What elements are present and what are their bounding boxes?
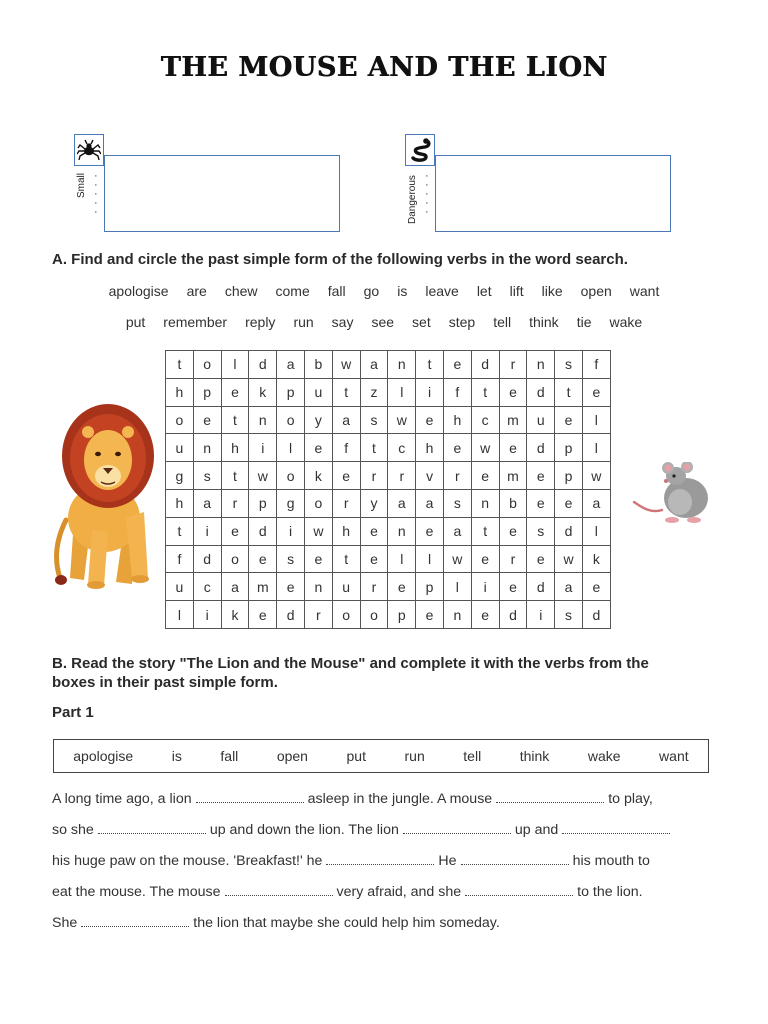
word-search-letter-cell[interactable]: s	[360, 406, 388, 434]
word-search-letter-cell[interactable]: f	[166, 545, 194, 573]
story-text-fragment: the lion that maybe she could help him someday.	[193, 915, 500, 931]
word-search-letter-cell[interactable]: t	[360, 434, 388, 462]
word-search-letter-cell[interactable]: t	[332, 378, 360, 406]
word-search-letter-cell[interactable]: e	[471, 545, 499, 573]
story-line-4	[52, 877, 712, 908]
word-search-letter-cell[interactable]: r	[332, 489, 360, 517]
verb-a-row1-5: go	[363, 283, 380, 299]
box-verb-3: open	[276, 748, 308, 764]
word-search-letter-cell[interactable]: e	[527, 489, 555, 517]
word-search-letter-cell[interactable]: p	[249, 489, 277, 517]
word-search-letter-cell[interactable]: a	[360, 351, 388, 379]
verb-a-row1-12: want	[629, 283, 660, 299]
section-a-heading: A. Find and circle the past simple form of the following verbs in the word search.	[52, 251, 628, 268]
box-verb-1: is	[171, 748, 182, 764]
snake-icon	[405, 134, 435, 166]
word-search-row	[166, 406, 611, 434]
section-b-heading-line-1: B. Read the story "The Lion and the Mouse" and complete it with the verbs from the	[52, 655, 649, 672]
answer-blank-9[interactable]	[465, 883, 573, 896]
word-search-letter-cell[interactable]: d	[527, 378, 555, 406]
box-verb-7: think	[519, 748, 550, 764]
word-search-letter-cell[interactable]: b	[304, 351, 332, 379]
word-search-letter-cell[interactable]: e	[443, 434, 471, 462]
word-search-letter-cell[interactable]: h	[416, 434, 444, 462]
word-search-letter-cell[interactable]: a	[582, 489, 610, 517]
verb-a-row2-0: put	[125, 314, 146, 330]
word-search-letter-cell[interactable]: i	[249, 434, 277, 462]
word-search-letter-cell[interactable]: t	[221, 462, 249, 490]
word-search-letter-cell[interactable]: e	[582, 573, 610, 601]
word-search-letter-cell[interactable]: o	[277, 462, 305, 490]
word-search-letter-cell[interactable]: r	[499, 351, 527, 379]
word-search-letter-cell[interactable]: e	[221, 517, 249, 545]
word-search-letter-cell[interactable]: n	[471, 489, 499, 517]
verb-a-row2-1: remember	[163, 314, 228, 330]
story-line-5	[52, 908, 712, 939]
verb-a-row2-6: set	[412, 314, 431, 330]
word-search-letter-cell[interactable]: o	[193, 351, 221, 379]
word-search-letter-cell[interactable]: r	[360, 573, 388, 601]
word-search-letter-cell[interactable]: e	[360, 545, 388, 573]
word-search-letter-cell[interactable]: t	[471, 378, 499, 406]
story-text	[52, 784, 712, 939]
word-search-letter-cell[interactable]: w	[582, 462, 610, 490]
word-search-letter-cell[interactable]: d	[527, 573, 555, 601]
answer-blank-5[interactable]	[562, 821, 670, 834]
word-search-letter-cell[interactable]: e	[332, 462, 360, 490]
dangerous-answer-area[interactable]	[435, 155, 671, 232]
answer-blank-7[interactable]	[461, 852, 569, 865]
word-search-row	[166, 545, 611, 573]
answer-blank-10[interactable]	[81, 914, 189, 927]
word-search-letter-cell[interactable]: u	[166, 573, 194, 601]
word-search-letter-cell[interactable]: d	[499, 601, 527, 629]
verb-a-row2-9: think	[529, 314, 559, 330]
story-text-fragment: so she	[52, 822, 94, 838]
word-search-letter-cell[interactable]: o	[277, 406, 305, 434]
word-search-letter-cell[interactable]: a	[221, 573, 249, 601]
verb-a-row1-9: lift	[509, 283, 524, 299]
small-dots: · · · · ·	[94, 170, 98, 218]
mouse-illustration	[632, 462, 714, 531]
word-search-letter-cell[interactable]: a	[388, 489, 416, 517]
word-search-letter-cell[interactable]: w	[443, 545, 471, 573]
word-search-row	[166, 489, 611, 517]
lion-illustration	[52, 400, 158, 595]
word-search-letter-cell[interactable]: m	[499, 462, 527, 490]
word-search-letter-cell[interactable]: k	[304, 462, 332, 490]
story-text-fragment: up and down the lion. The lion	[209, 822, 399, 838]
word-search-letter-cell[interactable]: n	[388, 351, 416, 379]
word-search-letter-cell[interactable]: h	[221, 434, 249, 462]
word-search-letter-cell[interactable]: g	[277, 489, 305, 517]
word-search-letter-cell[interactable]: n	[193, 434, 221, 462]
word-search-letter-cell[interactable]: d	[277, 601, 305, 629]
word-search-letter-cell[interactable]: s	[277, 545, 305, 573]
word-search-letter-cell[interactable]: n	[249, 406, 277, 434]
story-text-fragment: He	[438, 853, 457, 869]
word-search-letter-cell[interactable]: e	[555, 489, 583, 517]
answer-blank-6[interactable]	[326, 852, 434, 865]
answer-blank-2[interactable]	[496, 790, 604, 803]
verb-a-row1-11: open	[580, 283, 612, 299]
story-text-fragment: his huge paw on the mouse. 'Breakfast!' he	[52, 853, 323, 869]
word-search-letter-cell[interactable]: r	[221, 489, 249, 517]
word-search-letter-cell[interactable]: n	[304, 573, 332, 601]
section-b-heading-line-2: boxes in their past simple form.	[52, 674, 278, 691]
word-search-letter-cell[interactable]: t	[332, 545, 360, 573]
word-search-letter-cell[interactable]: f	[582, 351, 610, 379]
small-answer-area[interactable]	[104, 155, 340, 232]
verb-a-row2-10: tie	[576, 314, 592, 330]
word-search-letter-cell[interactable]: c	[471, 406, 499, 434]
box-verb-9: want	[659, 748, 689, 764]
word-search-letter-cell[interactable]: e	[221, 378, 249, 406]
word-search-letter-cell[interactable]: p	[416, 573, 444, 601]
word-search-letter-cell[interactable]: w	[304, 517, 332, 545]
word-search-letter-cell[interactable]: r	[304, 601, 332, 629]
word-search-letter-cell[interactable]: a	[416, 489, 444, 517]
word-search-letter-cell[interactable]: n	[443, 601, 471, 629]
word-search-letter-cell[interactable]: e	[249, 545, 277, 573]
verb-a-row1-6: is	[397, 283, 408, 299]
word-search-letter-cell[interactable]: h	[443, 406, 471, 434]
word-search-letter-cell[interactable]: m	[499, 406, 527, 434]
word-search-row	[166, 517, 611, 545]
answer-blank-8[interactable]	[225, 883, 333, 896]
verb-a-row1-2: chew	[224, 283, 258, 299]
word-search-letter-cell[interactable]: l	[443, 573, 471, 601]
box-verb-5: run	[404, 748, 425, 764]
word-search-letter-cell[interactable]: t	[416, 351, 444, 379]
verb-a-row2-5: see	[371, 314, 395, 330]
word-search-letter-cell[interactable]: f	[443, 378, 471, 406]
word-search-letter-cell[interactable]: e	[304, 434, 332, 462]
word-search-letter-cell[interactable]: o	[304, 489, 332, 517]
word-search-letter-cell[interactable]: l	[416, 545, 444, 573]
dangerous-label: Dangerous	[407, 175, 418, 224]
story-line-1	[52, 784, 712, 815]
word-search-letter-cell[interactable]: e	[443, 351, 471, 379]
story-line-3	[52, 846, 712, 877]
verb-a-row1-8: let	[476, 283, 492, 299]
box-verb-0: apologise	[73, 748, 134, 764]
word-search-row	[166, 434, 611, 462]
word-search-letter-cell[interactable]: a	[555, 573, 583, 601]
word-search-letter-cell[interactable]: v	[416, 462, 444, 490]
word-search-letter-cell[interactable]: y	[304, 406, 332, 434]
word-search-letter-cell[interactable]: m	[249, 573, 277, 601]
verb-a-row1-10: like	[541, 283, 563, 299]
word-search-letter-cell[interactable]: e	[527, 545, 555, 573]
word-search-letter-cell[interactable]: d	[471, 351, 499, 379]
word-search-letter-cell[interactable]: e	[277, 573, 305, 601]
word-search-letter-cell[interactable]: n	[527, 351, 555, 379]
word-search-letter-cell[interactable]: h	[166, 378, 194, 406]
verb-a-row1-3: come	[275, 283, 310, 299]
word-search-letter-cell[interactable]: w	[388, 406, 416, 434]
word-search-letter-cell[interactable]: e	[416, 406, 444, 434]
word-search-letter-cell[interactable]: u	[527, 406, 555, 434]
word-search-letter-cell[interactable]: u	[304, 378, 332, 406]
verb-a-row2-3: run	[293, 314, 314, 330]
word-search-letter-cell[interactable]: s	[527, 517, 555, 545]
word-search-letter-cell[interactable]: d	[193, 545, 221, 573]
word-search-letter-cell[interactable]: i	[193, 601, 221, 629]
word-search-letter-cell[interactable]: u	[332, 573, 360, 601]
word-search-letter-cell[interactable]: l	[388, 545, 416, 573]
worksheet-title: THE MOUSE AND THE LION	[160, 52, 608, 83]
part-1-label: Part 1	[52, 704, 94, 721]
verb-a-row2-7: step	[448, 314, 476, 330]
word-search-letter-cell[interactable]: e	[471, 462, 499, 490]
word-search-letter-cell[interactable]: i	[471, 573, 499, 601]
word-search-letter-cell[interactable]: d	[527, 434, 555, 462]
word-search-letter-cell[interactable]: r	[499, 545, 527, 573]
word-search-letter-cell[interactable]: l	[277, 434, 305, 462]
story-text-fragment: A long time ago, a lion	[52, 791, 192, 807]
word-search-letter-cell[interactable]: l	[582, 406, 610, 434]
word-search-letter-cell[interactable]: h	[332, 517, 360, 545]
word-search-row	[166, 573, 611, 601]
word-search-letter-cell[interactable]: s	[555, 351, 583, 379]
word-search-letter-cell[interactable]: b	[499, 489, 527, 517]
word-search-letter-cell[interactable]: s	[193, 462, 221, 490]
word-search-letter-cell[interactable]: e	[582, 378, 610, 406]
word-search-letter-cell[interactable]: e	[555, 406, 583, 434]
word-search-letter-cell[interactable]: u	[166, 434, 194, 462]
word-search-letter-cell[interactable]: o	[360, 601, 388, 629]
word-search-letter-cell[interactable]: l	[582, 434, 610, 462]
word-search-letter-cell[interactable]: e	[416, 601, 444, 629]
word-search-letter-cell[interactable]: n	[388, 517, 416, 545]
story-text-fragment: his mouth to	[572, 853, 650, 869]
word-search-row	[166, 351, 611, 379]
story-text-fragment: to the lion.	[577, 884, 643, 900]
word-search-letter-cell[interactable]: i	[527, 601, 555, 629]
word-search-letter-cell[interactable]: e	[499, 434, 527, 462]
word-search-letter-cell[interactable]: k	[221, 601, 249, 629]
word-search-letter-cell[interactable]: e	[471, 601, 499, 629]
word-search-letter-cell[interactable]: w	[555, 545, 583, 573]
word-search-letter-cell[interactable]: y	[360, 489, 388, 517]
spider-icon	[74, 134, 104, 166]
word-search-letter-cell[interactable]: k	[249, 378, 277, 406]
word-search-letter-cell[interactable]: e	[416, 517, 444, 545]
box-verb-4: put	[346, 748, 366, 764]
word-search-letter-cell[interactable]: e	[388, 573, 416, 601]
verb-word-box	[53, 739, 709, 773]
story-text-fragment: very afraid, and she	[336, 884, 462, 900]
story-text-fragment: eat the mouse. The mouse	[52, 884, 221, 900]
word-search-letter-cell[interactable]: e	[499, 378, 527, 406]
small-label: Small	[76, 172, 87, 198]
word-search-row	[166, 601, 611, 629]
word-search-letter-cell[interactable]: e	[249, 601, 277, 629]
word-search-letter-cell[interactable]: e	[499, 517, 527, 545]
word-search-letter-cell[interactable]: i	[193, 517, 221, 545]
verb-a-row1-1: are	[186, 283, 207, 299]
verb-a-row1-0: apologise	[108, 283, 169, 299]
word-search-letter-cell[interactable]: s	[443, 489, 471, 517]
word-search-letter-cell[interactable]: e	[527, 462, 555, 490]
verb-list-row-2	[0, 314, 768, 330]
word-search-row	[166, 462, 611, 490]
word-search-letter-cell[interactable]: r	[360, 462, 388, 490]
word-search-letter-cell[interactable]: t	[555, 378, 583, 406]
word-search-letter-cell[interactable]: a	[193, 489, 221, 517]
verb-a-row1-7: leave	[425, 283, 459, 299]
answer-blank-1[interactable]	[196, 790, 304, 803]
word-search-letter-cell[interactable]: r	[388, 462, 416, 490]
word-search-grid	[165, 350, 611, 629]
word-search-letter-cell[interactable]: o	[166, 406, 194, 434]
word-search-letter-cell[interactable]: c	[193, 573, 221, 601]
word-search-letter-cell[interactable]: e	[304, 545, 332, 573]
word-search-letter-cell[interactable]: e	[360, 517, 388, 545]
verb-a-row2-4: say	[331, 314, 354, 330]
word-search-letter-cell[interactable]: c	[388, 434, 416, 462]
word-search-row	[166, 378, 611, 406]
word-search-letter-cell[interactable]: h	[166, 489, 194, 517]
story-text-fragment: to play,	[608, 791, 653, 807]
word-search-letter-cell[interactable]: r	[443, 462, 471, 490]
word-search-letter-cell[interactable]: a	[332, 406, 360, 434]
word-search-letter-cell[interactable]: d	[249, 351, 277, 379]
verb-a-row2-2: reply	[245, 314, 276, 330]
word-search-letter-cell[interactable]: l	[221, 351, 249, 379]
word-search-letter-cell[interactable]: o	[221, 545, 249, 573]
box-verb-6: tell	[463, 748, 482, 764]
word-search-letter-cell[interactable]: p	[388, 601, 416, 629]
story-text-fragment: She	[52, 915, 78, 931]
word-search-letter-cell[interactable]: a	[443, 517, 471, 545]
verb-a-row1-4: fall	[327, 283, 346, 299]
word-search-letter-cell[interactable]: p	[277, 378, 305, 406]
word-search-letter-cell[interactable]: d	[555, 517, 583, 545]
box-verb-2: fall	[220, 748, 239, 764]
word-search-letter-cell[interactable]: z	[360, 378, 388, 406]
word-search-letter-cell[interactable]: d	[582, 601, 610, 629]
word-search-letter-cell[interactable]: i	[277, 517, 305, 545]
box-verb-8: wake	[587, 748, 621, 764]
verb-a-row2-11: wake	[609, 314, 643, 330]
verb-a-row2-8: tell	[493, 314, 512, 330]
answer-blank-3[interactable]	[98, 821, 206, 834]
story-text-fragment: asleep in the jungle. A mouse	[307, 791, 493, 807]
story-text-fragment: up and	[514, 822, 559, 838]
word-search-letter-cell[interactable]: t	[471, 517, 499, 545]
verb-list-row-1	[0, 283, 768, 299]
word-search-letter-cell[interactable]: w	[249, 462, 277, 490]
word-search-letter-cell[interactable]: a	[277, 351, 305, 379]
word-search-letter-cell[interactable]: k	[582, 545, 610, 573]
word-search-letter-cell[interactable]: t	[166, 517, 194, 545]
word-search-letter-cell[interactable]: l	[582, 517, 610, 545]
word-search-letter-cell[interactable]: t	[166, 351, 194, 379]
word-search-letter-cell[interactable]: s	[555, 601, 583, 629]
word-search-letter-cell[interactable]: l	[166, 601, 194, 629]
word-search-letter-cell[interactable]: w	[332, 351, 360, 379]
word-search-letter-cell[interactable]: l	[388, 378, 416, 406]
word-search-letter-cell[interactable]: p	[555, 434, 583, 462]
word-search-letter-cell[interactable]: i	[416, 378, 444, 406]
word-search-letter-cell[interactable]: d	[249, 517, 277, 545]
story-line-2	[52, 815, 712, 846]
word-search-letter-cell[interactable]: e	[193, 406, 221, 434]
word-search-letter-cell[interactable]: w	[471, 434, 499, 462]
answer-blank-4[interactable]	[403, 821, 511, 834]
word-search-letter-cell[interactable]: t	[221, 406, 249, 434]
word-search-letter-cell[interactable]: g	[166, 462, 194, 490]
word-search-letter-cell[interactable]: o	[332, 601, 360, 629]
word-search-letter-cell[interactable]: e	[499, 573, 527, 601]
dangerous-dots: · · · · ·	[425, 170, 429, 218]
word-search-letter-cell[interactable]: p	[555, 462, 583, 490]
word-search-letter-cell[interactable]: p	[193, 378, 221, 406]
word-search-letter-cell[interactable]: f	[332, 434, 360, 462]
